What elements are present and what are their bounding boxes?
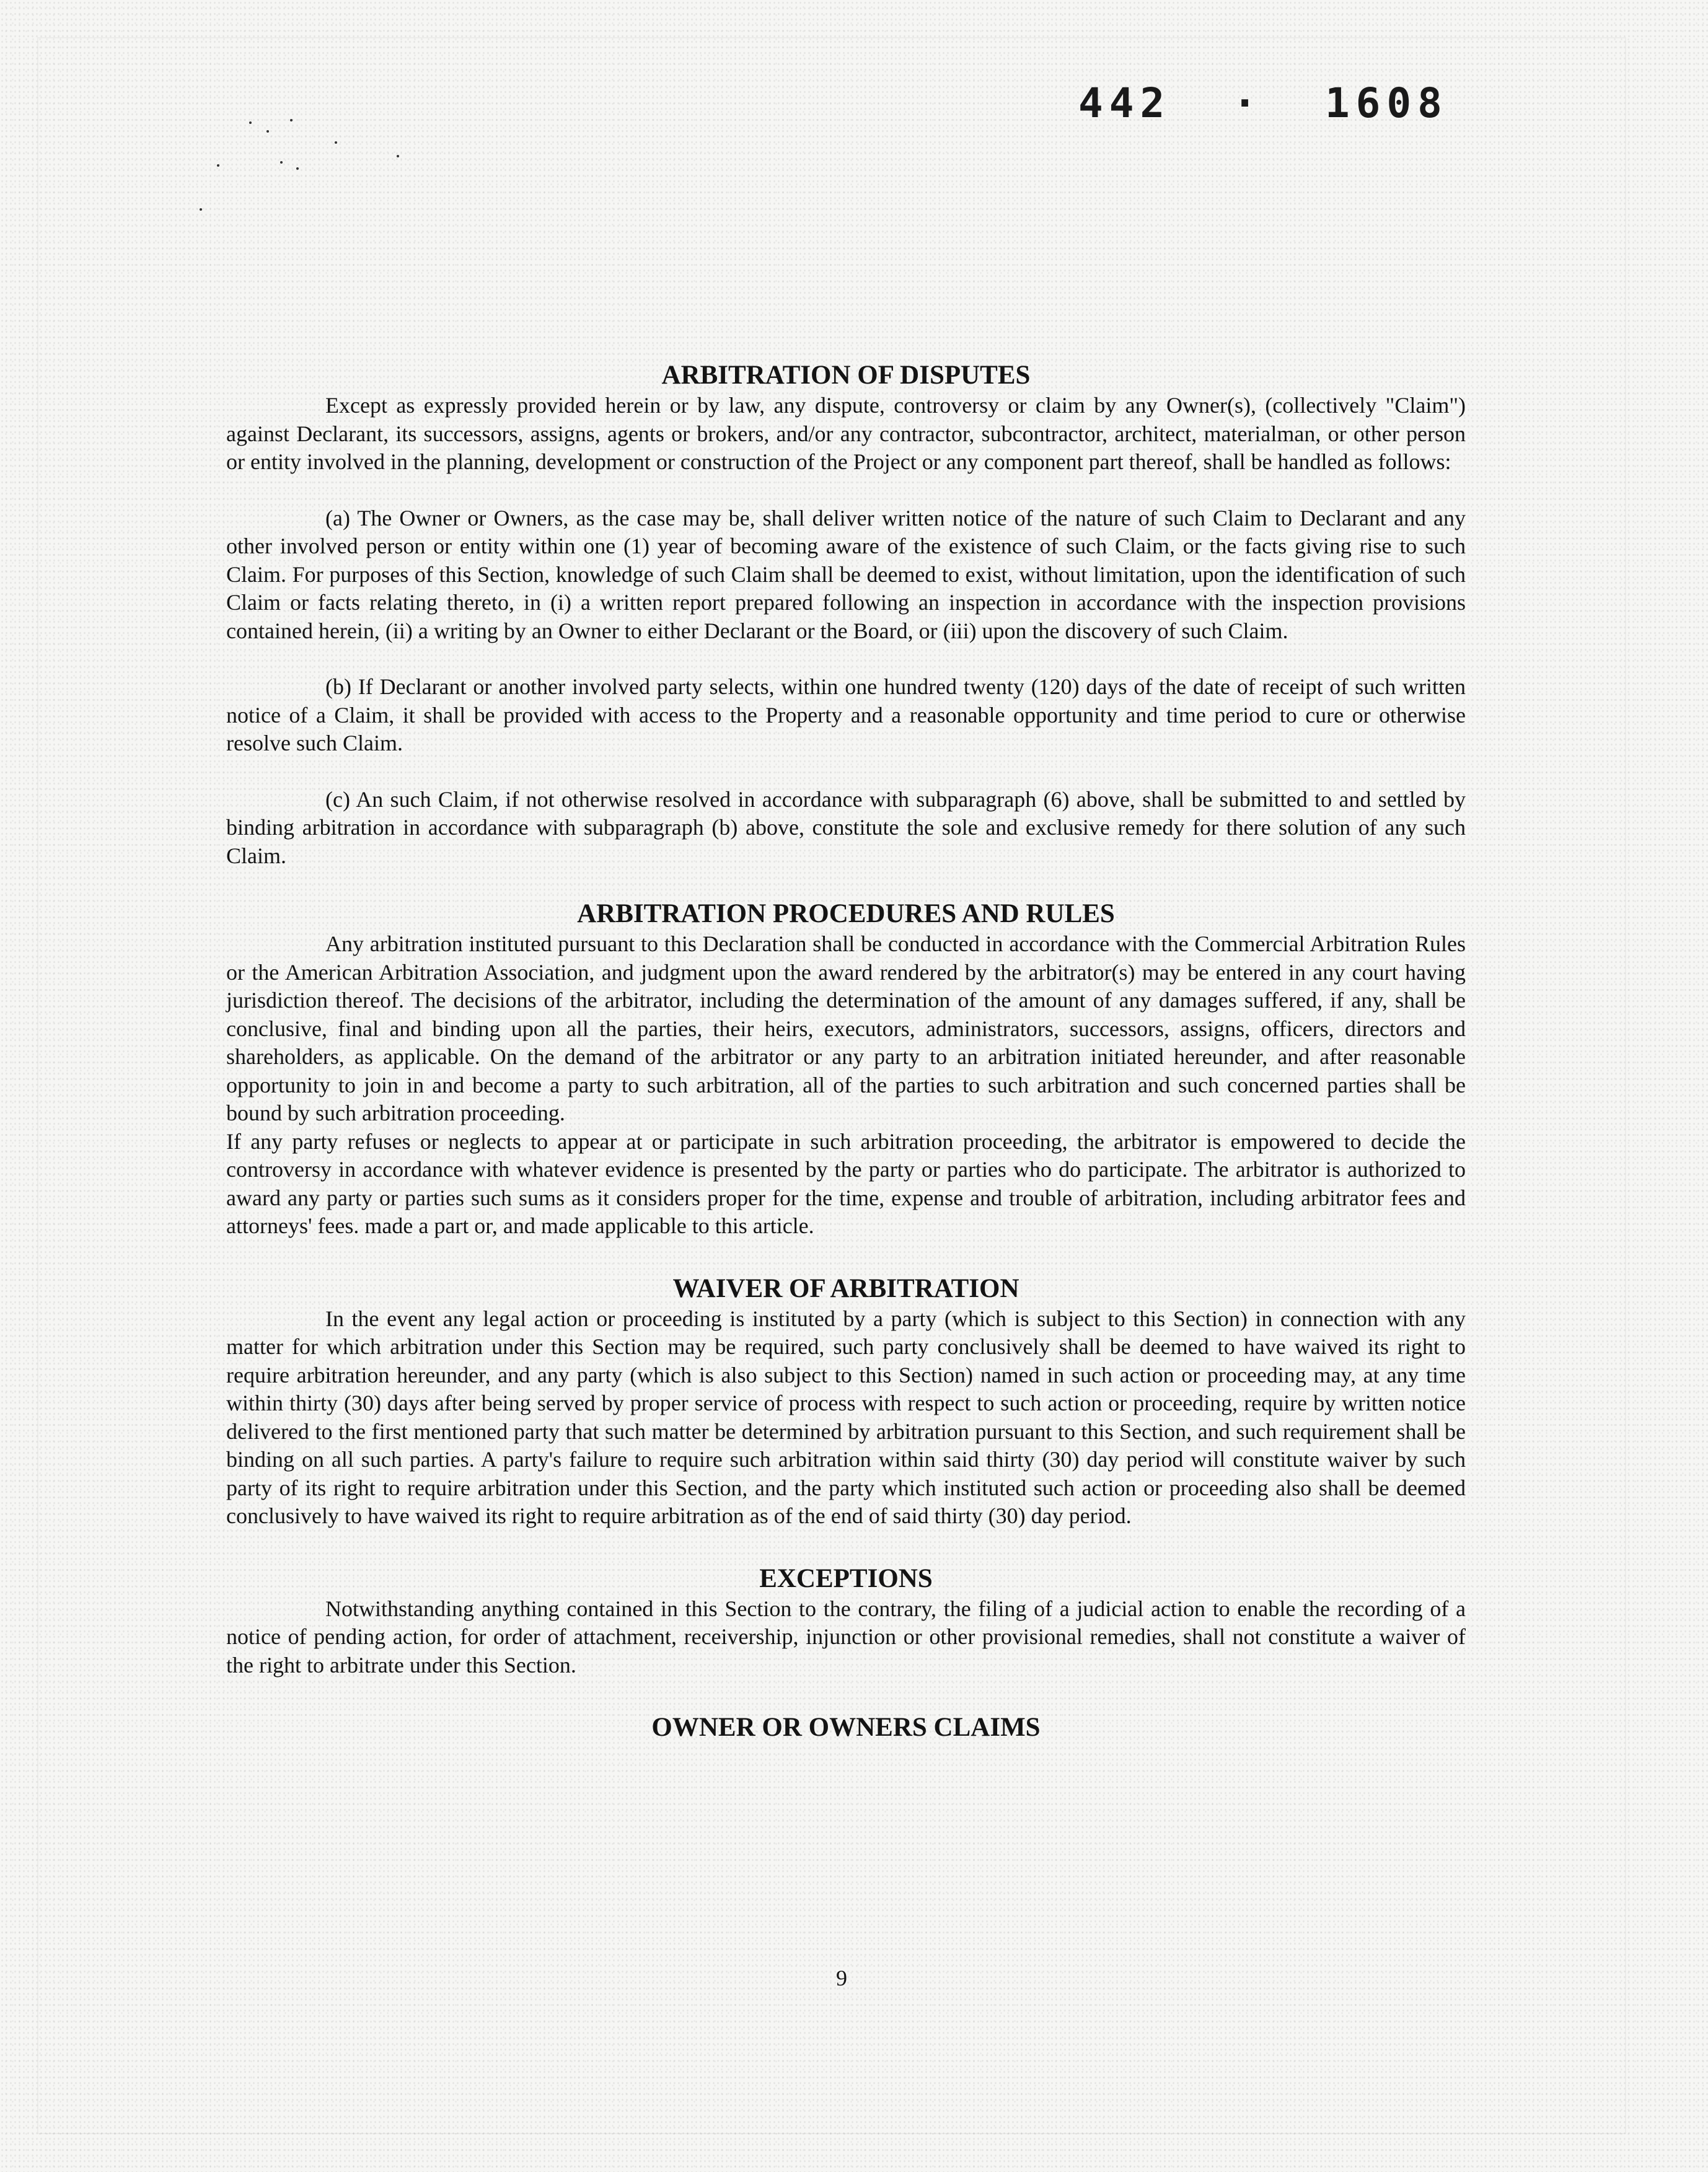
waiver-of-arbitration-body: In the event any legal action or proceeding is instituted by a party (which is subject to this Section) in connection with any matter for which arbitration under this Section may be required, such party conclusively shall be deemed to have waived its right to require arbitration hereunder, and any party (which is also subject to this Section) named in such action or proceeding may, at any time within thirty (30) days after being served by proper service of process with respect to such action or proceeding, require by written notice delivered to the first mentioned party that such matter be determined by arbitration pursuant to this Section, and such requirement shall be binding on all such parties. A party's failure to require such arbitration within said thirty (30) day period will constitute waiver by such party of its right to require arbitration under this Section, and the party which instituted such action or proceeding also shall be deemed conclusively to have waived its right to require arbitration as of the end of said thirty (30) day period. [226,1306,1466,1528]
scan-speckle [280,161,283,164]
arbitration-disputes-para-b: (b) If Declarant or another involved party selects, within one hundred twenty (120) days of the date of receipt of such written notice of a Claim, it shall be provided with access to the Property and a reasonable opportunity and time period to cure or otherwise resolve such Claim. [226,674,1466,755]
stamp-book-number: 442 [1078,79,1171,127]
heading-exceptions: EXCEPTIONS [759,1563,933,1593]
scan-speckle [266,130,269,133]
scan-speckle [249,121,252,124]
heading-arbitration-of-disputes: ARBITRATION OF DISPUTES [661,361,1031,390]
recording-stamp [1078,79,1448,127]
scan-speckle [217,164,219,167]
stamp-page-number: 1608 [1324,79,1448,127]
arbitration-procedures-body-1: Any arbitration instituted pursuant to this Declaration shall be conducted in accordance with the Commercial Arbitration Rules or the American Arbitration Association, and judgment upon the award rendered by the arbitrator(s) may be entered in any court having jurisdiction thereof. The decisions of the arbitrator, including the determination of the amount of any damages suffered, if any, shall be conclusive, final and binding upon all the parties, their heirs, executors, administrators, successors, assigns, officers, directors and shareholders, as applicable. On the demand of the arbitrator or any party to an arbitration initiated hereunder, and after reasonable opportunity to join in and become a party to such arbitration, all of the parties to such arbitration and such concerned parties shall be bound by such arbitration proceeding. [226,931,1466,1125]
document-body [226,359,1466,1744]
arbitration-disputes-para-a: (a) The Owner or Owners, as the case may be, shall deliver written notice of the nature of such Claim to Declarant and any other involved person or entity within one (1) year of becoming aware of the existence of such Claim, or the facts giving rise to such Claim. For purposes of this Section, knowledge of such Claim shall be deemed to exist, without limitation, upon the identification of such Claim or facts relating thereto, in (i) a written report prepared following an inspection in accordance with the inspection provisions contained herein, (ii) a writing by an Owner to either Declarant or the Board, or (iii) upon the discovery of such Claim. [226,505,1466,643]
scan-speckle [335,141,337,144]
scan-speckle [200,208,202,211]
scan-speckle [296,167,299,170]
scan-speckle [290,119,293,121]
scan-speckle [397,155,399,157]
heading-owner-claims: OWNER OR OWNERS CLAIMS [651,1713,1041,1742]
arbitration-disputes-intro: Except as expressly provided herein or by law, any dispute, controversy or claim by any Owner(s), (collectively "Claim") against Declarant, its successors, assigns, agents or brokers, and/or any contractor, subcontractor, architect, materialman, or other person or entity involved in the planning, development or construction of the Project or any component part thereof, shall be handled as follows: [226,393,1466,474]
arbitration-disputes-para-c: (c) An such Claim, if not otherwise resolved in accordance with subparagraph (6) above, shall be submitted to and settled by binding arbitration in accordance with subparagraph (b) above, constitute the sole and exclusive remedy for there solution of any such Claim. [226,786,1466,868]
page-number: 9 [836,1966,847,1990]
heading-arbitration-procedures: ARBITRATION PROCEDURES AND RULES [577,899,1115,928]
heading-waiver-of-arbitration: WAIVER OF ARBITRATION [672,1273,1019,1303]
exceptions-body: Notwithstanding anything contained in this Section to the contrary, the filing of a judicial action to enable the recording of a notice of pending action, for order of attachment, receivership, injunction or other provisional remedies, shall not constitute a waiver of the right to arbitrate under this Section. [226,1596,1466,1677]
arbitration-procedures-body-2: If any party refuses or neglects to appear at or participate in such arbitration proceeding, the arbitrator is empowered to decide the controversy in accordance with whatever evidence is presented by the party or parties who do participate. The arbitrator is authorized to award any party or parties such sums as it considers proper for the time, expense and trouble of arbitration, including arbitrator fees and attorneys' fees. made a part or, and made applicable to this article. [226,1128,1466,1238]
stamp-separator: · [1201,79,1295,127]
